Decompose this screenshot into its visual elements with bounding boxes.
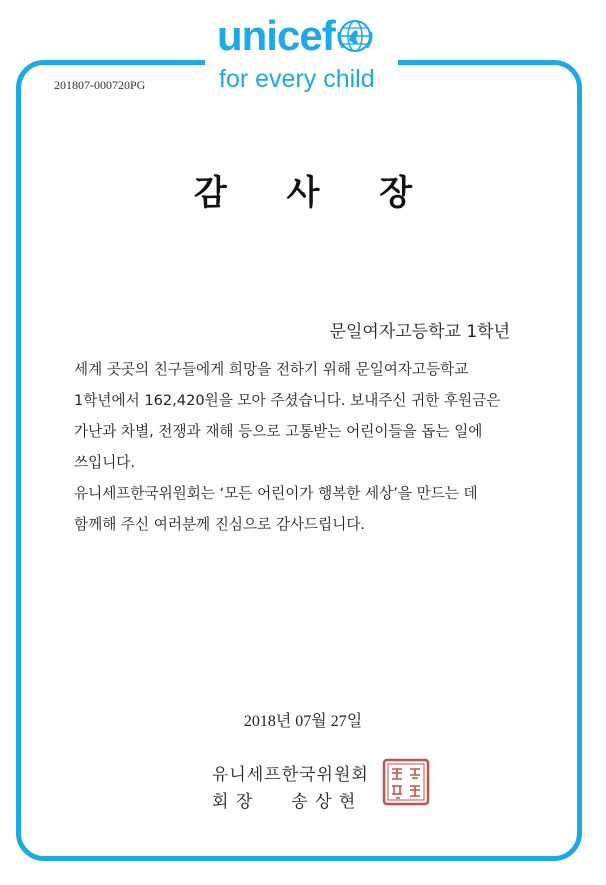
document-number: 201807-000720PG: [54, 78, 146, 92]
logo-tagline: for every child: [219, 65, 375, 93]
issuing-organization: 유니세프한국위원회: [212, 765, 369, 785]
unicef-logo: [205, 8, 398, 98]
body-line: 유니세프한국위원회는 ‘모든 어린이가 행복한 세상’을 만드는 데: [74, 485, 478, 502]
recipient-name: 문일여자고등학교 1학년: [329, 322, 510, 342]
body-line: 1학년에서 162,420원을 모아 주셨습니다. 보내주신 귀한 후원금은: [74, 392, 501, 409]
chairperson-title: 회 장: [212, 792, 254, 812]
body-line: 가난과 차별, 전쟁과 재해 등으로 고통받는 어린이들을 돕는 일에: [74, 423, 483, 440]
certificate-title: 감 사 장: [193, 173, 437, 213]
logo-wordmark: unicef: [217, 12, 335, 59]
official-seal-stamp-icon: [382, 758, 430, 806]
body-line: 쓰입니다.: [74, 454, 136, 471]
chairperson-line: [212, 787, 356, 812]
chairperson-name: 송 상 현: [291, 792, 357, 812]
unicef-globe-emblem-icon: [337, 18, 373, 54]
issue-date: 2018년 07월 27일: [243, 713, 363, 730]
body-text: [74, 354, 544, 540]
body-line: 세계 곳곳의 친구들에게 희망을 전하기 위해 문일여자고등학교: [74, 361, 469, 378]
body-line: 함께해 주신 여러분께 진심으로 감사드립니다.: [74, 516, 366, 533]
